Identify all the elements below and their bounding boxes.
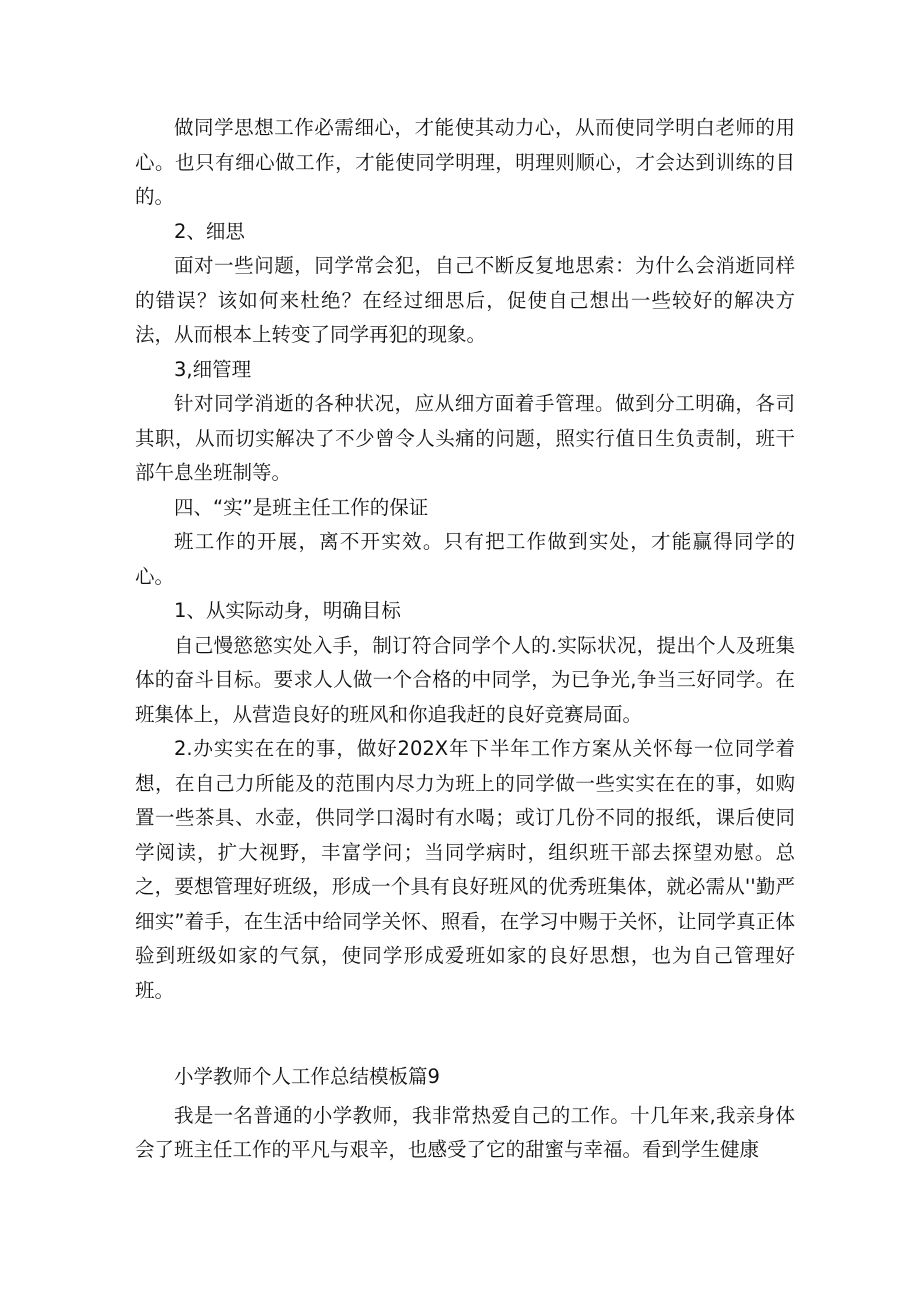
paragraph-teacher-intro: 我是一名普通的小学教师，我非常热爱自己的工作。十几年来,我亲身体会了班主任工作的平凡与艰辛，也感受了它的甜蜜与幸福。看到学生健康 <box>135 1103 795 1161</box>
paragraph-practical-deeds: 2.办实实在在的事，做好202X年下半年工作方案从关怀每一位同学着想，在自己力所能及的范围内尽力为班上的同学做一些实实在在的事，如购置一些茶具、水壶，供同学口渴时有水喝；或订几份不同的报纸，课后使同学阅读，扩大视野，丰富学问；当同学病时，组织班干部去探望劝慰。总之，要想管理好班级，形成一个具有良好班风的优秀班集体，就必需从''勤严细实”着手，在生活中给同学关怀、照看，在学习中赐于关怀，让同学真正体验到班级如家的气氛，使同学形成爱班如家的良好思想，也为自己管理好班。 <box>135 737 795 1002</box>
paragraph-careful-management: 针对同学消逝的各种状况，应从细方面着手管理。做到分工明确，各司其职，从而切实解决了不少曾令人头痛的问题，照实行值日生负责制，班干部午息坐班制等。 <box>135 392 795 484</box>
paragraph-careful-thinking: 面对一些问题，同学常会犯，自己不断反复地思索：为什么会消逝同样的错误？该如何来杜绝？在经过细思后，促使自己想出一些较好的解决方法，从而根本上转变了同学再犯的现象。 <box>135 254 795 346</box>
heading-practical-guarantee: 四、“实”是班主任工作的保证 <box>174 495 429 519</box>
section-title-template-9: 小学教师个人工作总结模板篇9 <box>174 1065 440 1088</box>
heading-clear-goals: 1、从实际动身，明确目标 <box>174 599 401 622</box>
heading-careful-thinking: 2、细思 <box>174 219 245 243</box>
paragraph-clear-goals: 自己慢慾慾实处入手，制订符合同学个人的.实际状况，提出个人及班集体的奋斗目标。要求人人做一个合格的中同学，为已争光,争当三好同学。在班集体上，从营造良好的班风和你追我赶的良好竞赛局面。 <box>135 633 795 726</box>
paragraph-attentive-work: 做同学思想工作必需细心，才能使其动力心，从而使同学明白老师的用心。也只有细心做工作，才能使同学明理，明理则顺心，才会达到训练的目的。 <box>135 116 795 208</box>
heading-careful-management: 3,细管理 <box>174 357 252 381</box>
paragraph-practical-effect: 班工作的开展，离不开实效。只有把工作做到实处，才能赢得同学的心。 <box>135 530 795 588</box>
document-page <box>135 111 795 1168</box>
